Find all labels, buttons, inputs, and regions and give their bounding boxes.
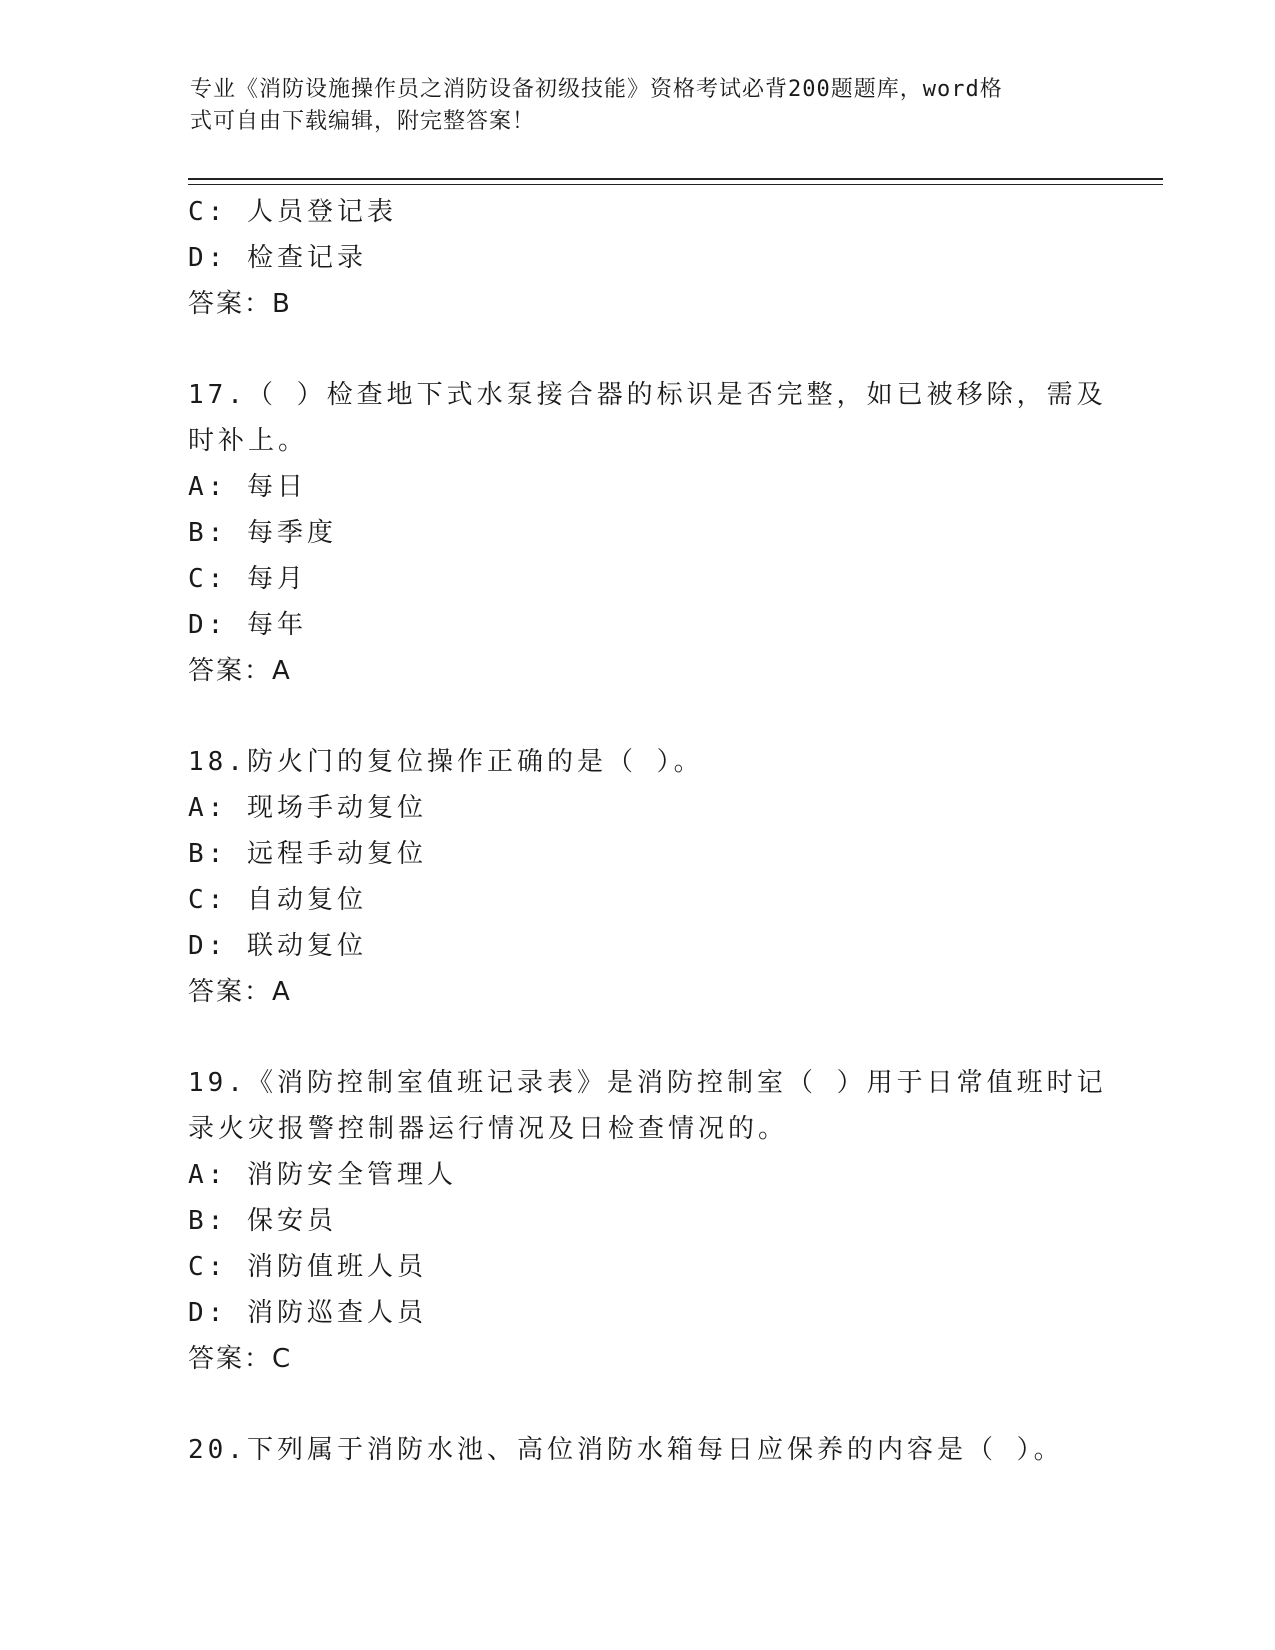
answer: 答案：C bbox=[188, 1344, 293, 1374]
question-stem: 17.（ ）检查地下式水泵接合器的标识是否完整，如已被移除，需及 bbox=[188, 380, 1107, 410]
question-stem-continued: 时补上。 bbox=[188, 426, 309, 456]
header-line-2: 式可自由下载编辑，附完整答案！ bbox=[190, 109, 536, 134]
option-d: D: 联动复位 bbox=[188, 931, 367, 961]
option-a: A: 现场手动复位 bbox=[188, 793, 427, 823]
question-stem: 20.下列属于消防水池、高位消防水箱每日应保养的内容是（ ）。 bbox=[188, 1435, 1064, 1465]
question-stem-continued: 录火灾报警控制器运行情况及日检查情况的。 bbox=[188, 1114, 789, 1144]
question-list bbox=[188, 189, 1107, 1473]
option-d: D: 消防巡查人员 bbox=[188, 1298, 427, 1328]
question-18 bbox=[188, 739, 1088, 1015]
question-20 bbox=[188, 1427, 1088, 1473]
option-c: C: 消防值班人员 bbox=[188, 1252, 427, 1282]
option-c: C: 人员登记表 bbox=[188, 197, 397, 227]
question-17 bbox=[188, 372, 1107, 694]
option-c: C: 自动复位 bbox=[188, 885, 367, 915]
question-19 bbox=[188, 1060, 1107, 1382]
spacer bbox=[188, 694, 1088, 739]
option-d: D: 检查记录 bbox=[188, 243, 367, 273]
spacer bbox=[188, 1382, 1088, 1427]
option-a: A: 消防安全管理人 bbox=[188, 1160, 457, 1190]
header-line-1: 专业《消防设施操作员之消防设备初级技能》资格考试必背200题题库，word格 bbox=[190, 77, 1003, 102]
option-b: B: 保安员 bbox=[188, 1206, 337, 1236]
spacer bbox=[188, 1015, 1088, 1060]
question-16-tail bbox=[188, 189, 1088, 327]
document-header bbox=[190, 74, 1070, 138]
question-stem: 18.防火门的复位操作正确的是（ ）。 bbox=[188, 747, 704, 777]
spacer bbox=[188, 327, 1088, 372]
answer: 答案：A bbox=[188, 656, 292, 686]
option-d: D: 每年 bbox=[188, 610, 307, 640]
answer: 答案：B bbox=[188, 289, 292, 319]
option-b: B: 远程手动复位 bbox=[188, 839, 427, 869]
header-rule-thick bbox=[188, 178, 1163, 180]
option-a: A: 每日 bbox=[188, 472, 307, 502]
option-c: C: 每月 bbox=[188, 564, 307, 594]
header-rule-thin bbox=[188, 184, 1163, 185]
option-b: B: 每季度 bbox=[188, 518, 337, 548]
answer: 答案：A bbox=[188, 977, 292, 1007]
question-stem: 19.《消防控制室值班记录表》是消防控制室（ ）用于日常值班时记 bbox=[188, 1068, 1107, 1098]
